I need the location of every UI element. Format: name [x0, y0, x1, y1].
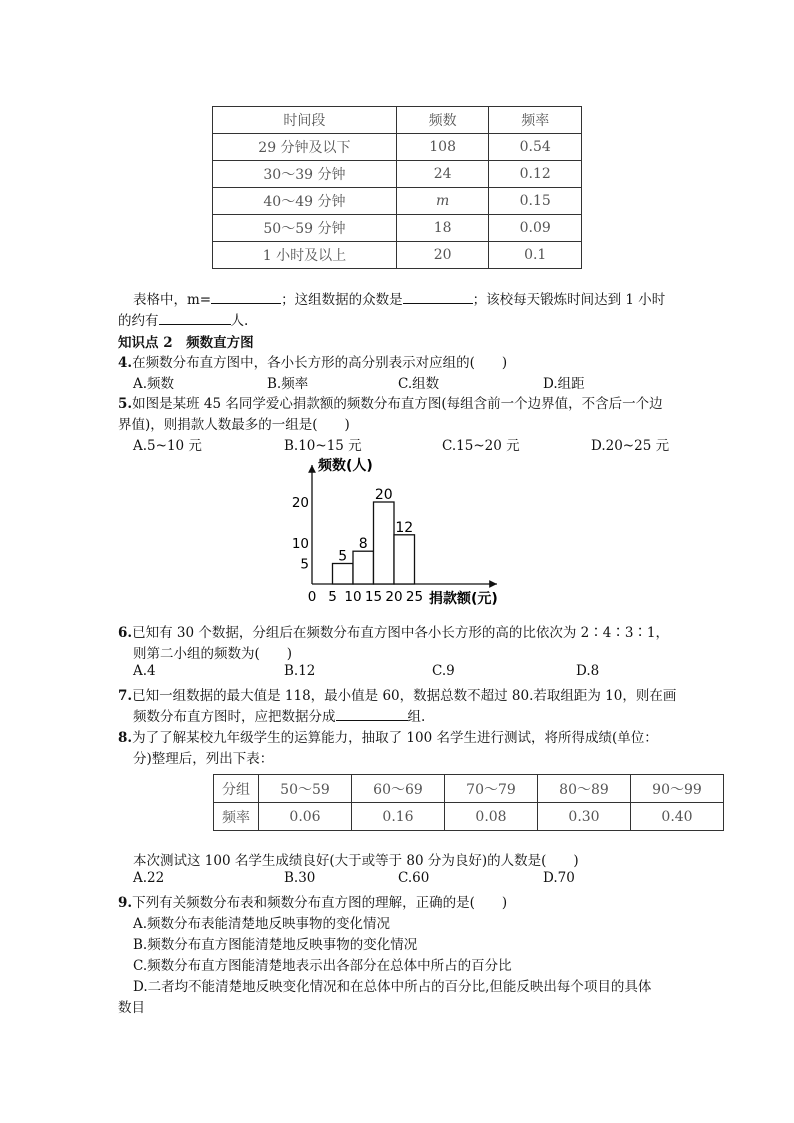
- x-tick-label: 25: [405, 589, 424, 605]
- q8-option-b[interactable]: B.30: [284, 870, 316, 886]
- question-text: 已知有 30 个数据，分组后在频数分布直方图中各小长方形的高的比依次为 2∶4∶3∶1，: [132, 625, 670, 641]
- table-row: [214, 803, 724, 831]
- q5-option-a[interactable]: A.5~10 元: [133, 438, 202, 454]
- table-cell: m: [396, 188, 489, 215]
- q6-stem-line2: 则第二小组的频数为( ): [133, 646, 293, 662]
- q5-stem-line2: 界值)，则捐款人数最多的一组是( ): [118, 417, 350, 433]
- table-cell: 108: [396, 134, 489, 161]
- q4-stem: [118, 351, 507, 371]
- q5-option-c[interactable]: C.15~20 元: [442, 438, 520, 454]
- q9-stem: [118, 891, 507, 911]
- table-cell: 0.1: [489, 242, 582, 269]
- table-cell: 频率: [214, 803, 259, 831]
- table-cell: 0.09: [489, 215, 582, 242]
- table-cell: 0.30: [538, 803, 631, 831]
- table-cell: 0.54: [489, 134, 582, 161]
- table-cell: 90～99: [631, 775, 724, 803]
- question-number: 4.: [118, 355, 133, 371]
- table-cell: 0.06: [259, 803, 352, 831]
- question-text: 在频数分布直方图中，各小长方形的高分别表示对应组的( ): [132, 355, 508, 371]
- bar-5~10: [333, 564, 354, 585]
- header-cell: 时间段: [213, 107, 397, 134]
- q8-option-c[interactable]: C.60: [398, 870, 430, 886]
- q9-option-a[interactable]: A.频数分布表能清楚地反映事物的变化情况: [133, 916, 391, 932]
- table-row: [214, 775, 724, 803]
- q9-option-d[interactable]: D.二者均不能清楚地反映变化情况和在总体中所占的百分比,但能反映出每个项目的具体: [133, 979, 652, 995]
- x-tick-label: 20: [385, 589, 403, 605]
- bar-label: 5: [338, 548, 348, 565]
- table-cell: 50～59: [259, 775, 352, 803]
- q5-stem-line1: [118, 392, 663, 412]
- q8-option-d[interactable]: D.70: [543, 870, 575, 886]
- table-cell: 80～89: [538, 775, 631, 803]
- bar-20~25: [394, 535, 415, 584]
- question-number: 5.: [118, 396, 133, 412]
- question-number: 8.: [118, 730, 133, 746]
- table-cell: 0.12: [489, 161, 582, 188]
- table-cell: 18: [396, 215, 489, 242]
- table-row: [213, 134, 582, 161]
- bar-15~20: [374, 502, 395, 584]
- y-tick-label: 20: [291, 495, 309, 511]
- donation-histogram: [290, 455, 510, 610]
- x-axis-label: 捐款额(元): [429, 591, 498, 607]
- q4-option-a[interactable]: A.频数: [133, 376, 175, 392]
- x-tick-label: 15: [364, 589, 383, 605]
- question-text: 频数分布直方图时，应把数据分成: [133, 709, 336, 725]
- question-text: 组.: [407, 709, 426, 725]
- x-tick-label: 0: [307, 589, 317, 605]
- table-cell: 40～49 分钟: [213, 188, 397, 215]
- q3-text: 的约有: [118, 313, 159, 329]
- q9-option-c[interactable]: C.频数分布直方图能清楚地表示出各部分在总体中所占的百分比: [133, 958, 512, 974]
- header-cell: 频数: [396, 107, 489, 134]
- answer-blank[interactable]: [336, 706, 408, 721]
- table-cell: 60～69: [352, 775, 445, 803]
- answer-blank[interactable]: [211, 289, 281, 304]
- q9-option-b[interactable]: B.频数分布直方图能清楚地反映事物的变化情况: [133, 937, 418, 953]
- bar-label: 8: [358, 536, 368, 553]
- x-tick-label: 10: [344, 589, 362, 605]
- q3-line1: [133, 288, 665, 308]
- section-heading: [118, 331, 254, 351]
- table-cell: 29 分钟及以下: [213, 134, 397, 161]
- q6-option-b[interactable]: B.12: [284, 663, 316, 679]
- y-axis-label: 频数(人): [318, 458, 373, 474]
- q4-option-c[interactable]: C.组数: [398, 376, 440, 392]
- table-cell: 0.15: [489, 188, 582, 215]
- table-row: [213, 161, 582, 188]
- section-title: 频数直方图: [186, 335, 254, 351]
- table-cell: 70～79: [445, 775, 538, 803]
- bar-10~15: [353, 551, 374, 584]
- q3-text: 人.: [230, 313, 249, 329]
- answer-blank[interactable]: [403, 289, 473, 304]
- q8-stem-line2: 分)整理后，列出下表：: [133, 751, 274, 767]
- table-cell: 0.40: [631, 803, 724, 831]
- section-label: 知识点 2: [118, 335, 173, 351]
- bar-label: 12: [395, 519, 414, 536]
- table-cell: 0.08: [445, 803, 538, 831]
- q6-option-c[interactable]: C.9: [432, 663, 455, 679]
- question-text: 下列有关频数分布表和频数分布直方图的理解，正确的是( ): [132, 895, 508, 911]
- table-header-row: [213, 107, 582, 134]
- q3-line2: [118, 309, 248, 329]
- y-tick-label: 10: [291, 536, 309, 552]
- q8-question: 本次测试这 100 名学生成绩良好(大于或等于 80 分为良好)的人数是( ): [133, 853, 579, 869]
- q6-option-a[interactable]: A.4: [133, 663, 156, 679]
- x-tick-label: 5: [328, 589, 337, 605]
- q3-text: 表格中，m=: [133, 292, 212, 308]
- table-cell: 20: [396, 242, 489, 269]
- q6-option-d[interactable]: D.8: [576, 663, 600, 679]
- question-number: 6.: [118, 625, 133, 641]
- question-text: 如图是某班 45 名同学爱心捐款额的频数分布直方图(每组含前一个边界值，不含后一个边: [132, 396, 663, 412]
- bar-label: 20: [374, 487, 393, 503]
- table-row: [213, 188, 582, 215]
- header-cell: 频率: [489, 107, 582, 134]
- q4-option-b[interactable]: B.频率: [267, 376, 309, 392]
- table-cell: 30～39 分钟: [213, 161, 397, 188]
- time-frequency-table: [212, 106, 582, 269]
- q6-stem-line1: [118, 621, 669, 641]
- y-tick-label: 5: [300, 556, 309, 573]
- table-cell: 分组: [214, 775, 259, 803]
- table-row: [213, 242, 582, 269]
- q5-option-b[interactable]: B.10~15 元: [284, 438, 362, 454]
- table-cell: 0.16: [352, 803, 445, 831]
- q3-text: ；这组数据的众数是: [281, 292, 403, 308]
- question-text: 已知一组数据的最大值是 118，最小值是 60，数据总数不超过 80.若取组距为 10，则在画: [132, 688, 677, 704]
- q8-option-a[interactable]: A.22: [133, 870, 165, 886]
- answer-blank[interactable]: [159, 310, 231, 325]
- q4-option-d[interactable]: D.组距: [543, 376, 585, 392]
- question-number: 7.: [118, 688, 133, 704]
- table-cell: 1 小时及以上: [213, 242, 397, 269]
- q5-option-d[interactable]: D.20~25 元: [591, 438, 670, 454]
- table-cell: 24: [396, 161, 489, 188]
- q3-text: ；该校每天锻炼时间达到 1 小时: [472, 292, 666, 308]
- table-cell: 50～59 分钟: [213, 215, 397, 242]
- q9-option-d-cont: 数目: [118, 1000, 145, 1016]
- table-row: [213, 215, 582, 242]
- score-frequency-table: [213, 774, 724, 831]
- question-number: 9.: [118, 895, 133, 911]
- question-text: 为了了解某校九年级学生的运算能力，抽取了 100 名学生进行测试，将所得成绩(单位：: [132, 730, 658, 746]
- q7-stem-line1: [118, 684, 676, 704]
- q7-stem-line2: [133, 705, 425, 725]
- q8-stem-line1: [118, 726, 658, 746]
